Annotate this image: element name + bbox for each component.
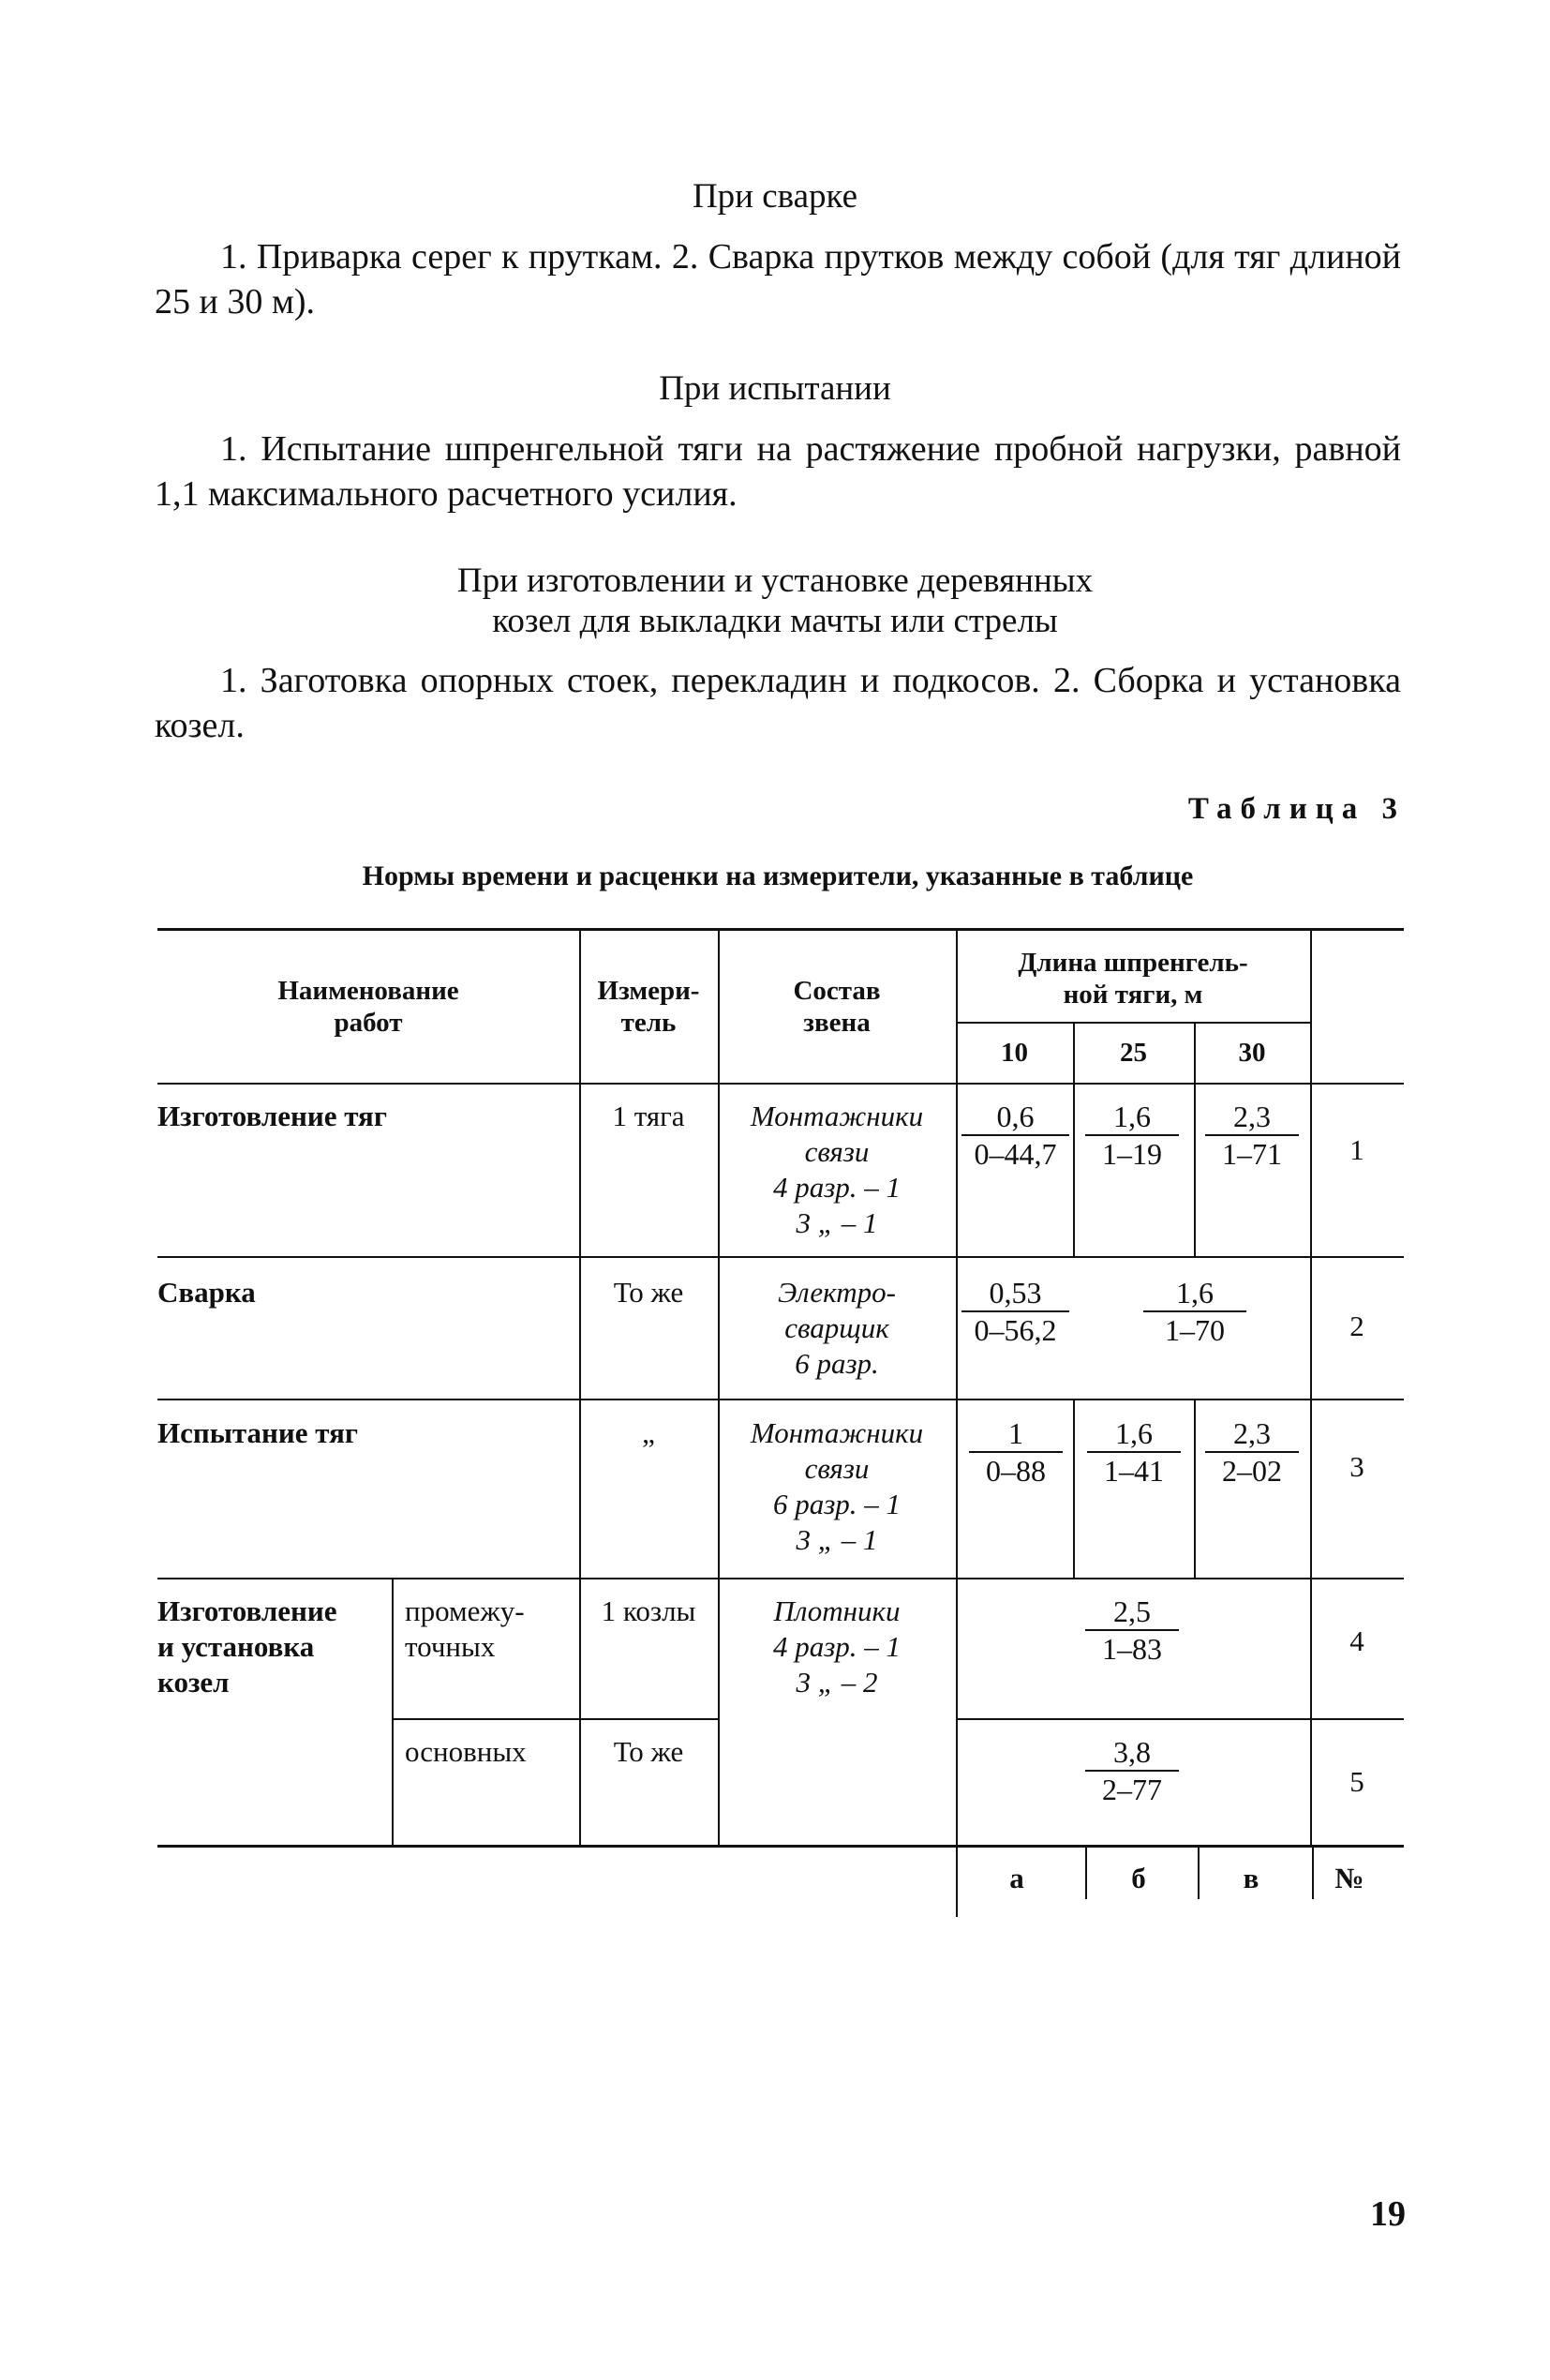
- heading-testing: При испытании: [659, 369, 891, 408]
- row4-number: 4: [1349, 1624, 1364, 1657]
- row3-value-v: $\frac{2,3}{2-02}$: [1205, 1415, 1299, 1489]
- row2-crew: Электро- сварщик 6 разр.: [778, 1276, 896, 1380]
- paragraph-testing: 1. Испытание шпренгельной тяги на растяжение пробной нагрузки, равной 1,1 максимального расчетного усилия.: [155, 429, 1401, 514]
- row5-sub-main: основных: [405, 1735, 527, 1768]
- footer-sep-no: [1312, 1845, 1314, 1899]
- header-bottom-rule: [157, 1083, 1404, 1085]
- row2-number: 2: [1349, 1310, 1364, 1342]
- row2-meter: То же: [613, 1276, 684, 1309]
- row3-value-b: $\frac{1,6}{1-41}$: [1087, 1415, 1181, 1489]
- row1-value-a: $\frac{0,6}{0-44,7}$: [961, 1099, 1069, 1172]
- row2-bottom-rule: [157, 1399, 1404, 1400]
- header-crew: Состав звена: [793, 976, 881, 1038]
- table-caption: Нормы времени и расценки на измерители, указанные в таблице: [362, 861, 1194, 891]
- header-meter: Измери- тель: [597, 976, 700, 1038]
- header-len-10: 10: [1001, 1038, 1028, 1068]
- col-meter-left: [579, 928, 581, 1845]
- footer-col-a: а: [1009, 1862, 1024, 1894]
- row2-value-a: $\frac{0,53}{0-56,2}$: [961, 1275, 1069, 1348]
- paragraph-trestle: 1. Заготовка опорных стоек, перекладин и подкосов. 2. Сборка и установка козел.: [155, 661, 1401, 745]
- row3-work: Испытание тяг: [157, 1416, 358, 1449]
- footer-sep-b: [1085, 1845, 1087, 1899]
- row2-value-bv: $\frac{1,6}{1-70}$: [1143, 1275, 1246, 1348]
- row5-number: 5: [1349, 1765, 1364, 1798]
- table-bottom-rule: [157, 1845, 1404, 1848]
- length-subheader-rule: [956, 1022, 1310, 1024]
- header-work-name: Наименование работ: [277, 976, 459, 1038]
- row4-work: Изготовление и установка козел: [157, 1594, 337, 1699]
- row5-value-all: $\frac{3,8}{2-77}$: [1085, 1734, 1179, 1807]
- header-length: Длина шпренгель- ной тяги, м: [1018, 948, 1248, 1010]
- row4-crew: Плотники 4 разр. – 1 3 „ – 2: [772, 1594, 902, 1699]
- row1-value-v: $\frac{2,3}{1-71}$: [1205, 1099, 1299, 1172]
- row1-meter: 1 тяга: [612, 1100, 685, 1132]
- table-top-rule: [157, 928, 1404, 931]
- row4-sub-rule-left: [392, 1718, 718, 1720]
- col-b-left-3: [1073, 1399, 1075, 1578]
- row1-number: 1: [1349, 1133, 1364, 1166]
- header-len-30: 30: [1238, 1038, 1266, 1068]
- row3-value-a: $\frac{1}{0-88}$: [969, 1415, 1063, 1489]
- footer-col-v: в: [1243, 1862, 1259, 1894]
- header-len-25: 25: [1120, 1038, 1147, 1068]
- col-crew-left: [718, 928, 720, 1845]
- row3-number: 3: [1349, 1450, 1364, 1483]
- footer-sep-v: [1198, 1845, 1200, 1899]
- row1-crew: Монтажники связи 4 разр. – 1 3 „ – 1: [750, 1100, 924, 1239]
- row5-meter: То же: [613, 1735, 684, 1768]
- row4-meter: 1 козлы: [601, 1594, 696, 1627]
- footer-col-b: б: [1131, 1862, 1146, 1894]
- row2-work: Сварка: [157, 1276, 256, 1309]
- row4-value-all: $\frac{2,5}{1-83}$: [1085, 1594, 1179, 1667]
- table-label: Таблица 3: [1187, 792, 1406, 826]
- row1-bottom-rule: [157, 1256, 1404, 1258]
- row1-work: Изготовление тяг: [157, 1100, 387, 1132]
- heading-trestle-line1: При изготовлении и установке деревянных: [456, 561, 1094, 600]
- row3-meter: „: [642, 1416, 655, 1449]
- paragraph-welding: 1. Приварка серег к пруткам. 2. Сварка прутков между собой (для тяг длиной 25 и 30 м).: [155, 237, 1401, 322]
- row4-sub-rule-right: [956, 1718, 1404, 1720]
- footer-col-no: №: [1334, 1862, 1364, 1894]
- heading-welding: При сварке: [692, 177, 858, 216]
- row3-bottom-rule: [157, 1578, 1404, 1579]
- col-sub-left: [392, 1578, 394, 1845]
- heading-trestle-line2: козел для выкладки мачты или стрелы: [492, 602, 1058, 640]
- row3-crew: Монтажники связи 6 разр. – 1 3 „ – 1: [750, 1416, 924, 1556]
- col-v-left-3: [1194, 1399, 1196, 1578]
- col-a-left: [956, 928, 958, 1917]
- row4-sub-intermediate: промежу- точных: [405, 1594, 525, 1663]
- page-number: 19: [1370, 2194, 1406, 2234]
- col-no-left: [1310, 928, 1312, 1845]
- row1-value-b: $\frac{1,6}{1-19}$: [1085, 1099, 1179, 1172]
